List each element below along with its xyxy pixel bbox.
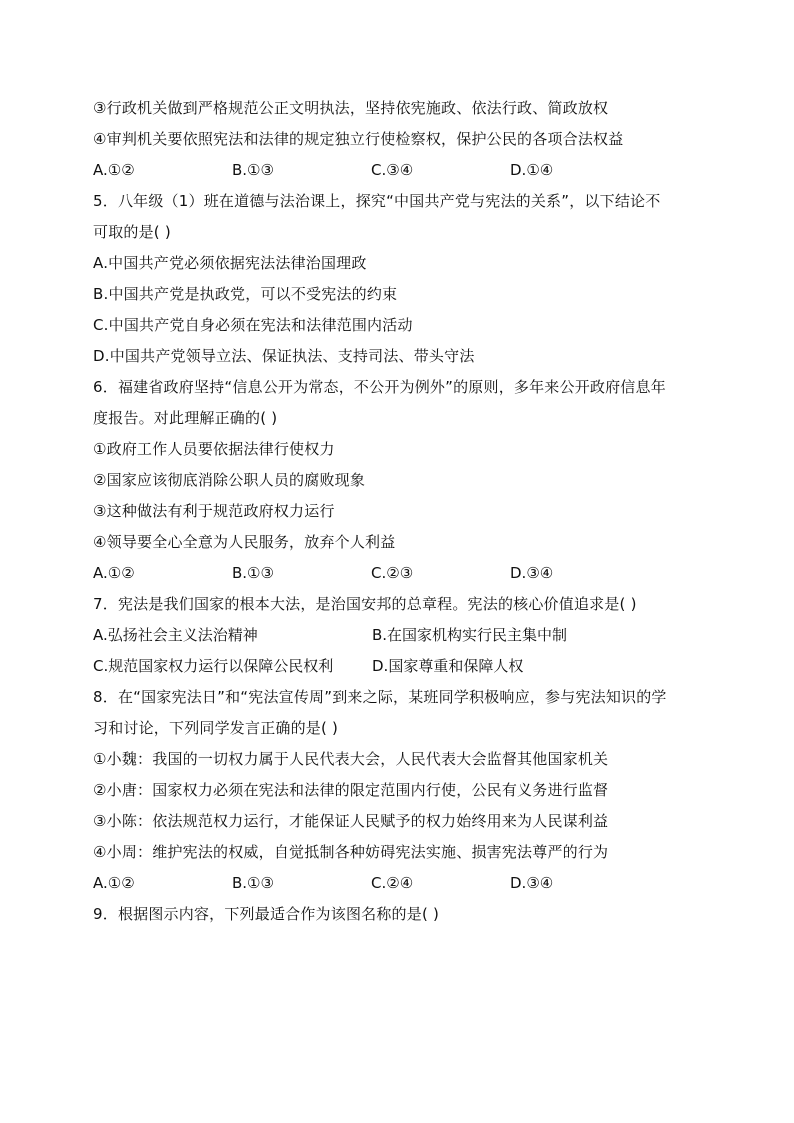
q8-option-c: C.②④ [371,874,414,892]
q5-option-b: B.中国共产党是执政党，可以不受宪法的约束 [93,285,398,303]
q4-options [93,155,713,186]
q6-stem-line-2: 度报告。对此理解正确的( ) [93,409,278,427]
q8-option-d: D.③④ [510,874,554,892]
q8-stem-line-2: 习和讨论，下列同学发言正确的是( ) [93,719,339,737]
q5-option-c: C.中国共产党自身必须在宪法和法律范围内活动 [93,316,413,334]
q7-options-row-2 [93,651,713,682]
q4-option-d: D.①④ [510,161,554,179]
q6-statement-4: ④领导要全心全意为人民服务，放弃个人利益 [93,533,396,551]
q7-option-b: B.在国家机构实行民主集中制 [372,626,568,644]
q6-option-d: D.③④ [510,564,554,582]
q8-statement-2: ②小唐：国家权力必须在宪法和法律的限定范围内行使，公民有义务进行监督 [93,781,609,799]
q8-statement-4: ④小周：维护宪法的权威，自觉抵制各种妨碍宪法实施、损害宪法尊严的行为 [93,843,609,861]
q6-option-b: B.①③ [232,564,274,582]
q5-stem-line-2: 可取的是( ) [93,223,171,241]
q4-option-a: A.①② [93,161,135,179]
q9-stem: 9．根据图示内容，下列最适合作为该图名称的是( ) [93,905,440,923]
q5-stem-line-1: 5．八年级（1）班在道德与法治课上，探究“中国共产党与宪法的关系”，以下结论不 [93,192,661,210]
q8-options [93,868,713,899]
q4-statement-4: ④审判机关要依照宪法和法律的规定独立行使检察权，保护公民的各项合法权益 [93,130,624,148]
q8-option-a: A.①② [93,874,135,892]
q5-option-a: A.中国共产党必须依据宪法法律治国理政 [93,254,367,272]
q4-statement-3: ③行政机关做到严格规范公正文明执法，坚持依宪施政、依法行政、简政放权 [93,99,609,117]
q6-stem-line-1: 6．福建省政府坚持“信息公开为常态，不公开为例外”的原则，多年来公开政府信息年 [93,378,666,396]
q6-option-a: A.①② [93,564,135,582]
q8-statement-1: ①小魏：我国的一切权力属于人民代表大会，人民代表大会监督其他国家机关 [93,750,609,768]
q7-options-row-1 [93,620,713,651]
q6-statement-1: ①政府工作人员要依据法律行使权力 [93,440,335,458]
q6-option-c: C.②③ [371,564,414,582]
q7-stem: 7．宪法是我们国家的根本大法，是治国安邦的总章程。宪法的核心价值追求是( ) [93,595,637,613]
q6-statement-2: ②国家应该彻底消除公职人员的腐败现象 [93,471,366,489]
q4-option-b: B.①③ [232,161,274,179]
q7-option-c: C.规范国家权力运行以保障公民权利 [93,657,334,675]
q8-statement-3: ③小陈：依法规范权力运行，才能保证人民赋予的权力始终用来为人民谋利益 [93,812,609,830]
q6-options [93,558,713,589]
q4-option-c: C.③④ [371,161,414,179]
q5-option-d: D.中国共产党领导立法、保证执法、支持司法、带头守法 [93,347,475,365]
q8-stem-line-1: 8．在“国家宪法日”和“宪法宣传周”到来之际，某班同学积极响应，参与宪法知识的学 [93,688,667,706]
question-content [93,93,713,930]
q7-option-d: D.国家尊重和保障人权 [372,657,524,675]
q6-statement-3: ③这种做法有利于规范政府权力运行 [93,502,335,520]
q8-option-b: B.①③ [232,874,274,892]
q7-option-a: A.弘扬社会主义法治精神 [93,626,258,644]
